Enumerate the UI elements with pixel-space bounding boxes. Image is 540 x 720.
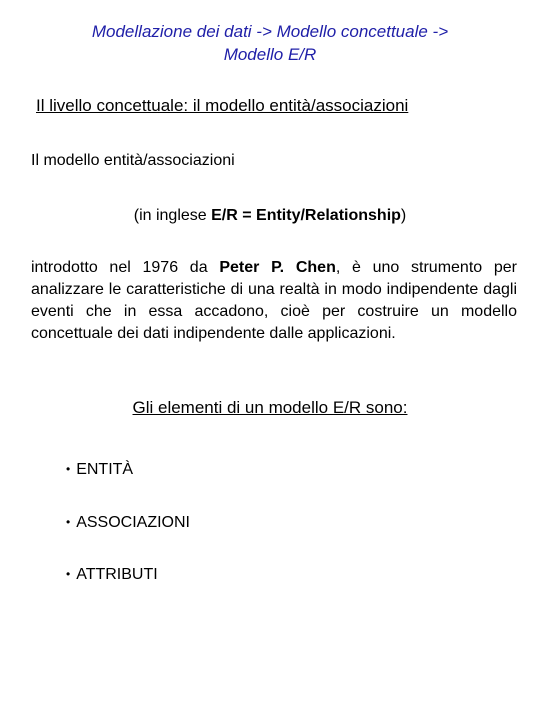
parenthetical-bold-term: E/R = Entity/Relationship bbox=[211, 207, 401, 224]
intro-before: introdotto nel 1976 da bbox=[31, 259, 220, 276]
list-item-label: ENTITÀ bbox=[76, 461, 134, 478]
elements-heading: Gli elementi di un modello E/R sono: bbox=[132, 398, 408, 417]
page-title-line-2: Modello E/R bbox=[223, 45, 317, 64]
parenthetical-prefix: (in inglese bbox=[133, 207, 212, 224]
list-item bbox=[66, 458, 133, 481]
list-item bbox=[66, 563, 158, 586]
page-title bbox=[20, 20, 520, 66]
intro-after: , è uno strumento per analizzare le caratteristiche di una realtà in modo indipendente dagli eventi che in essa accadono, cioè per costruire un modello concettuale dei dati indipendente dalle applicazioni. bbox=[31, 259, 518, 342]
intro-author: Peter P. Chen bbox=[219, 259, 336, 276]
list-item bbox=[66, 511, 190, 534]
section-heading: Il livello concettuale: il modello entità/associazioni bbox=[36, 96, 409, 115]
page-title-line-1: Modellazione dei dati -> Modello concettuale -> bbox=[91, 22, 449, 41]
parenthetical-suffix: ) bbox=[400, 207, 407, 224]
subheading: Il modello entità/associazioni bbox=[31, 152, 235, 169]
parenthetical-note bbox=[0, 205, 540, 227]
list-item-label: ATTRIBUTI bbox=[76, 566, 158, 583]
bullet-icon: • bbox=[66, 567, 71, 581]
bullet-icon: • bbox=[66, 515, 71, 529]
intro-paragraph bbox=[31, 257, 517, 345]
bullet-icon: • bbox=[66, 462, 71, 476]
list-item-label: ASSOCIAZIONI bbox=[76, 514, 190, 531]
